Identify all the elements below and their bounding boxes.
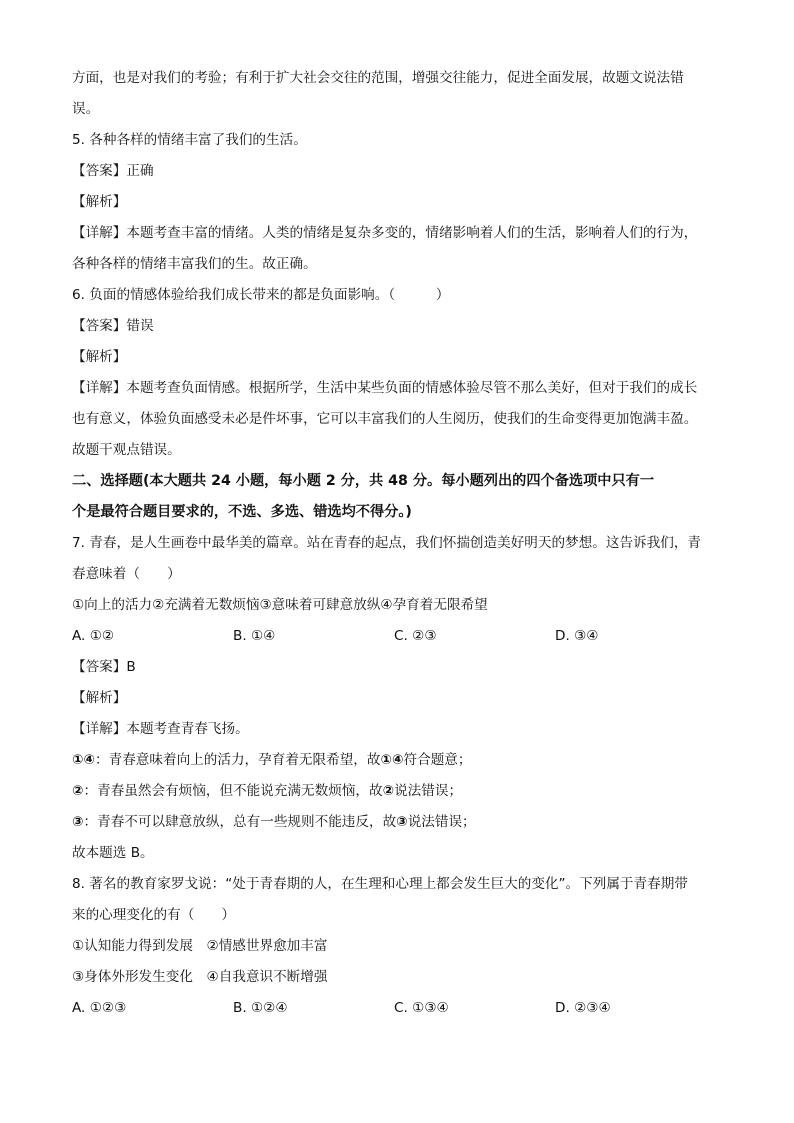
- option-a: A. ①②③: [72, 1000, 127, 1016]
- circled-mark: ③: [396, 814, 408, 830]
- text-fragment: 符合题意；: [403, 752, 472, 768]
- explanation-text: 【详解】本题考查负面情感。根据所学，生活中某些负面的情感体验尽管不那么美好，但对于我们的成长: [72, 380, 698, 396]
- explanation-text: 也有意义，体验负面感受未必是件坏事，它可以丰富我们的人生阅历，使我们的生命变得更加饱满丰盈。: [72, 411, 698, 427]
- question-8-options: [72, 993, 724, 1024]
- option-c: C. ①③④: [394, 1000, 449, 1016]
- option-b: B. ①④: [233, 628, 276, 644]
- explanation-text: [72, 745, 724, 776]
- text-fragment: 说法错误；: [394, 783, 463, 799]
- option-d: D. ③④: [555, 628, 599, 644]
- explanation-text: 故本题选 B。: [72, 845, 154, 861]
- question-7-statements: ①向上的活力②充满着无数烦恼③意味着可肆意放纵④孕育着无限希望: [72, 597, 488, 613]
- text-fragment: 说法错误；: [407, 814, 476, 830]
- text-line: 方面，也是对我们的考验；有利于扩大社会交往的范围，增强交往能力，促进全面发展，故题文说法错: [72, 70, 684, 86]
- question-8-statements: ③身体外形发生变化 ④自我意识不断增强: [72, 969, 328, 985]
- explanation-text: [72, 776, 724, 807]
- circled-mark: ③: [72, 814, 84, 830]
- question-5: 5. 各种各样的情绪丰富了我们的生活。: [72, 132, 307, 148]
- explanation-text: 【详解】本题考查青春飞扬。: [72, 721, 249, 737]
- explanation-text: [72, 807, 724, 838]
- answer-label: 【答案】错误: [72, 318, 154, 334]
- answer-label: 【答案】正确: [72, 163, 154, 179]
- question-8: 8. 著名的教育家罗戈说：“处于青春期的人，在生理和心理上都会发生巨大的变化”。下列属于青春期带: [72, 876, 688, 892]
- section-heading: 个是最符合题目要求的，不选、多选、错选均不得分。): [72, 504, 412, 520]
- text-fragment: ：青春意味着向上的活力，孕育着无限希望，故: [95, 752, 381, 768]
- circled-mark: ①④: [380, 752, 404, 768]
- question-7: 春意味着（ ）: [72, 566, 181, 582]
- question-6: 6. 负面的情感体验给我们成长带来的都是负面影响。（ ）: [72, 287, 450, 303]
- circled-mark: ①④: [72, 752, 96, 768]
- option-c: C. ②③: [394, 628, 437, 644]
- question-8-statements: ①认知能力得到发展 ②情感世界愈加丰富: [72, 938, 328, 954]
- explanation-text: 故题干观点错误。: [72, 442, 181, 458]
- question-7: 7. 青春，是人生画卷中最华美的篇章。站在青春的起点，我们怀揣创造美好明天的梦想。这告诉我们，青: [72, 535, 702, 551]
- answer-label: 【答案】B: [72, 659, 136, 675]
- option-b: B. ①②④: [233, 1000, 288, 1016]
- analysis-label: 【解析】: [72, 349, 127, 365]
- text-line: 误。: [72, 101, 100, 117]
- explanation-text: 【详解】本题考查丰富的情绪。人类的情绪是复杂多变的，情绪影响着人们的生活，影响着人们的行为，: [72, 225, 698, 241]
- question-8: 来的心理变化的有（ ）: [72, 907, 236, 923]
- option-a: A. ①②: [72, 628, 115, 644]
- circled-mark: ②: [382, 783, 395, 799]
- text-fragment: ：青春虽然会有烦恼，但不能说充满无数烦恼，故: [83, 783, 383, 799]
- section-heading: 二、选择题(本大题共 24 小题，每小题 2 分，共 48 分。每小题列出的四个备选项中只有一: [72, 473, 655, 489]
- option-d: D. ②③④: [555, 1000, 611, 1016]
- circled-mark: ②: [72, 783, 84, 799]
- text-fragment: ：青春不可以肆意放纵，总有一些规则不能违反，故: [83, 814, 397, 830]
- analysis-label: 【解析】: [72, 690, 127, 706]
- analysis-label: 【解析】: [72, 194, 127, 210]
- question-7-options: [72, 621, 724, 652]
- page-content: [72, 63, 724, 1024]
- explanation-text: 各种各样的情绪丰富我们的生。故正确。: [72, 256, 317, 272]
